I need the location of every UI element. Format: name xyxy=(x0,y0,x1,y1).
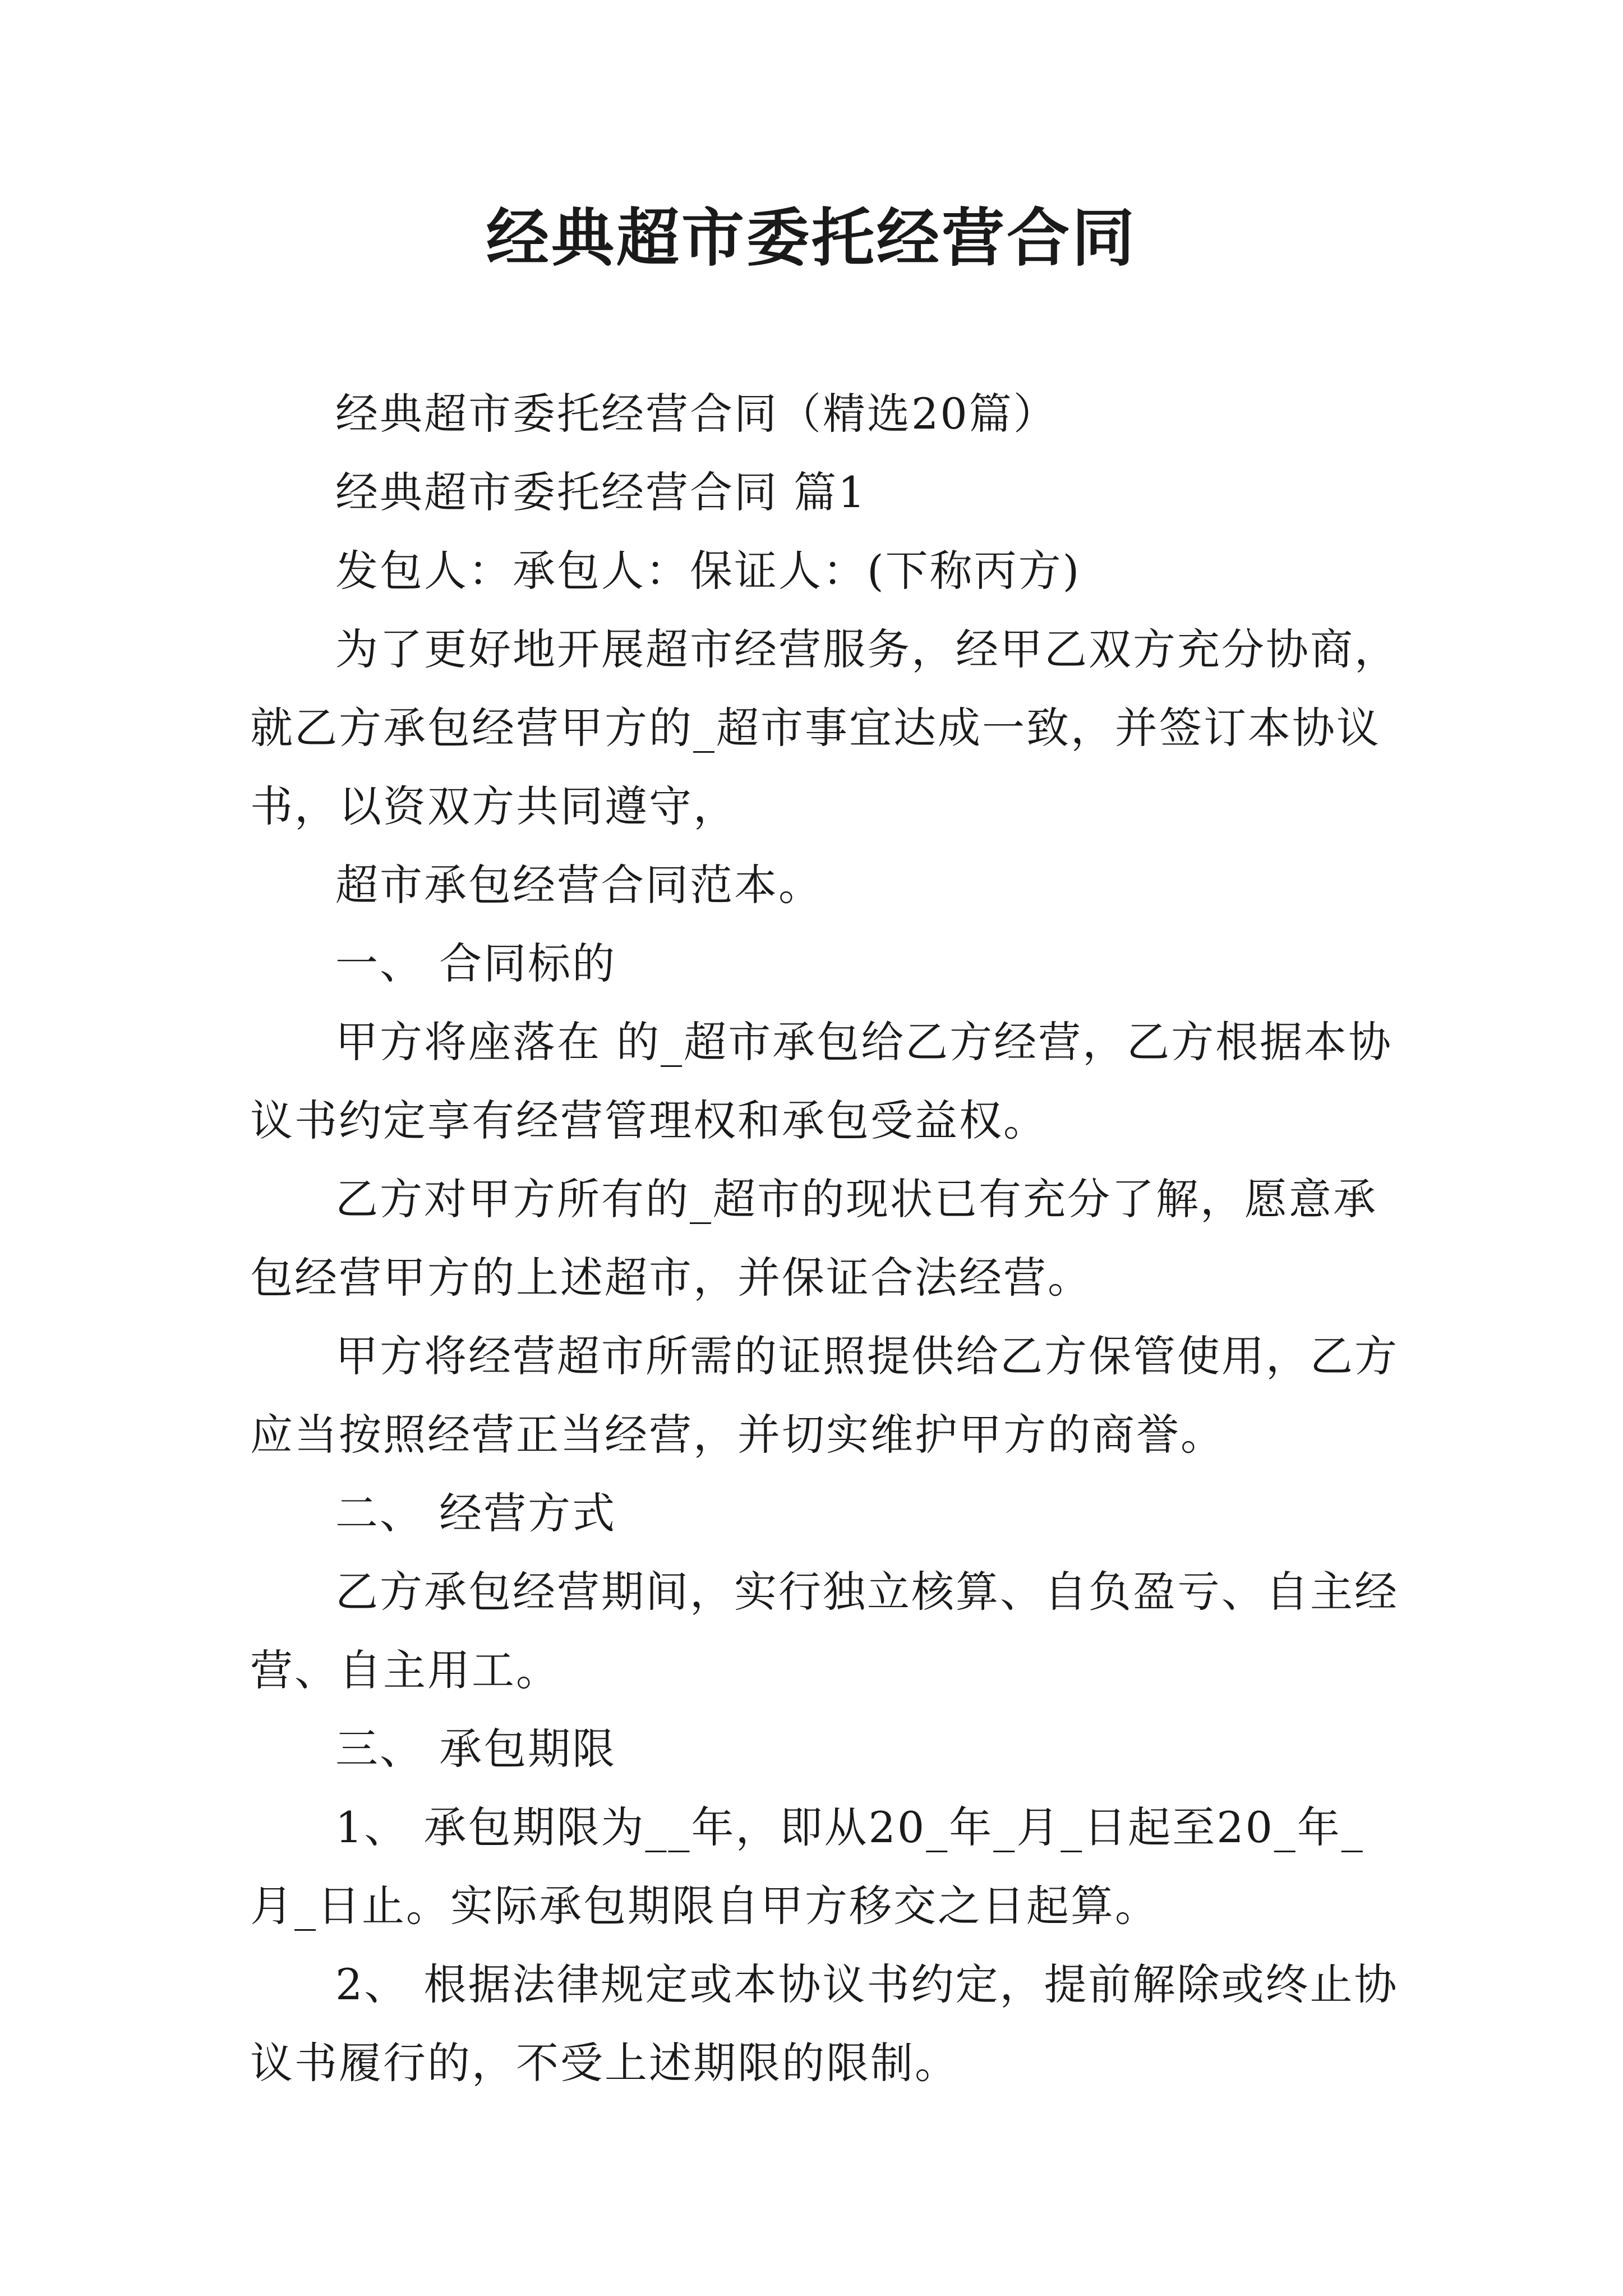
document-body xyxy=(250,375,1400,2102)
document-title: 经典超市委托经营合同 xyxy=(486,201,1137,275)
paragraph: 乙方承包经营期间，实行独立核算、自负盈亏、自主经营、自主用工。 xyxy=(250,1567,1399,1695)
paragraph: 1、 承包期限为__年，即从20_年_月_日起至20_年_月_日止。实际承包期限自甲方移交之日起算。 xyxy=(250,1802,1364,1931)
paragraph: 为了更好地开展超市经营服务，经甲乙双方充分协商，就乙方承包经营甲方的_超市事宜达成一致，并签订本协议书，以资双方共同遵守， xyxy=(250,624,1399,831)
section-heading: 一、 合同标的 xyxy=(335,938,617,988)
paragraph: 经典超市委托经营合同（精选20篇） xyxy=(335,389,1058,439)
paragraph: 甲方将经营超市所需的证照提供给乙方保管使用，乙方应当按照经营正当经营，并切实维护甲方的商誉。 xyxy=(250,1331,1399,1460)
paragraph: 超市承包经营合同范本。 xyxy=(335,860,823,910)
paragraph: 发包人：承包人：保证人：(下称丙方) xyxy=(335,546,1081,596)
paragraph: 2、 根据法律规定或本协议书约定，提前解除或终止协议书履行的，不受上述期限的限制。 xyxy=(250,1959,1399,2088)
paragraph: 乙方对甲方所有的_超市的现状已有充分了解，愿意承包经营甲方的上述超市，并保证合法经营。 xyxy=(250,1174,1377,1303)
paragraph: 经典超市委托经营合同 篇1 xyxy=(335,467,867,517)
section-heading: 二、 经营方式 xyxy=(335,1488,617,1538)
section-heading: 三、 承包期限 xyxy=(335,1724,617,1774)
paragraph: 甲方将座落在 的_超市承包给乙方经营，乙方根据本协议书约定享有经营管理权和承包受益权。 xyxy=(250,1017,1393,1145)
